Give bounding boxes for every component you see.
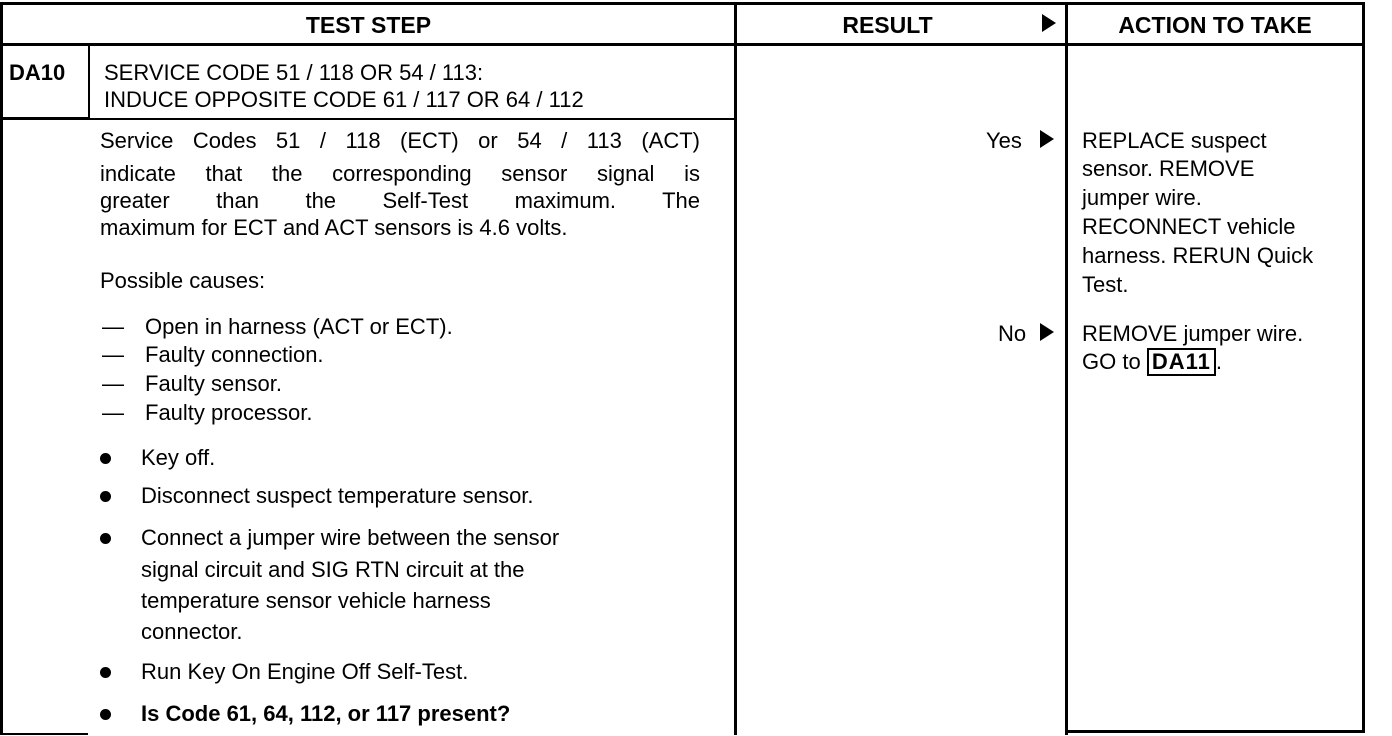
result-no-arrow-icon bbox=[1040, 323, 1054, 341]
action-yes-line1: REPLACE suspect bbox=[1082, 128, 1267, 153]
rule-id-divider bbox=[88, 44, 90, 119]
action-yes-line6: Test. bbox=[1082, 272, 1129, 297]
rule-action-right bbox=[1362, 2, 1365, 733]
procedure-step-3-line2: signal circuit and SIG RTN circuit at the bbox=[141, 557, 525, 582]
action-yes-line4: RECONNECT vehicle bbox=[1082, 214, 1296, 239]
bullet-icon bbox=[100, 491, 111, 502]
cause-item: Open in harness (ACT or ECT). bbox=[145, 314, 453, 339]
bullet-icon bbox=[100, 453, 111, 464]
step-reference-da11[interactable]: DA11 bbox=[1147, 348, 1216, 376]
procedure-step-4: Run Key On Engine Off Self-Test. bbox=[141, 659, 469, 684]
action-no-prefix: GO to bbox=[1082, 349, 1141, 374]
header-arrow-icon bbox=[1042, 14, 1056, 32]
procedure-step-3-line1: Connect a jumper wire between the sensor bbox=[141, 525, 560, 550]
step-id: DA10 bbox=[9, 60, 66, 85]
step-title-line1: SERVICE CODE 51 / 118 OR 54 / 113: bbox=[104, 60, 484, 85]
procedure-question: Is Code 61, 64, 112, or 117 present? bbox=[141, 701, 511, 726]
header-action: ACTION TO TAKE bbox=[1118, 12, 1312, 38]
action-no-line2 bbox=[1082, 348, 1222, 376]
rule-top bbox=[0, 2, 1365, 5]
procedure-step-3-line4: connector. bbox=[141, 619, 243, 644]
rule-bottom-left bbox=[0, 733, 88, 735]
rule-bottom-action bbox=[1066, 730, 1365, 733]
bullet-icon bbox=[100, 709, 111, 720]
header-test-step: TEST STEP bbox=[305, 12, 432, 38]
rule-result-right bbox=[1065, 2, 1068, 735]
dash-icon: — bbox=[102, 400, 124, 425]
dash-icon: — bbox=[102, 314, 124, 339]
procedure-step-3-line3: temperature sensor vehicle harness bbox=[141, 588, 491, 613]
description-line3: greater than the Self-Test maximum. The bbox=[100, 188, 700, 213]
header-result: RESULT bbox=[842, 12, 933, 38]
cause-item: Faulty processor. bbox=[145, 400, 313, 425]
cause-item: Faulty sensor. bbox=[145, 371, 282, 396]
step-title-line2: INDUCE OPPOSITE CODE 61 / 117 OR 64 / 112 bbox=[104, 87, 584, 112]
description-line1: Service Codes 51 / 118 (ECT) or 54 / 113 (ACT) bbox=[100, 128, 700, 153]
action-yes-line3: jumper wire. bbox=[1082, 185, 1202, 210]
description-line2: indicate that the corresponding sensor signal is bbox=[100, 161, 700, 186]
causes-heading: Possible causes: bbox=[100, 268, 266, 293]
bullet-icon bbox=[100, 667, 111, 678]
description-line4: maximum for ECT and ACT sensors is 4.6 volts. bbox=[100, 215, 568, 240]
rule-teststep-right bbox=[734, 2, 737, 735]
action-yes-line2: sensor. REMOVE bbox=[1082, 156, 1255, 181]
result-yes-arrow-icon bbox=[1040, 130, 1054, 148]
rule-id-cell-bottom bbox=[0, 117, 88, 119]
action-yes-line5: harness. RERUN Quick bbox=[1082, 243, 1314, 268]
procedure-step-1: Key off. bbox=[141, 445, 216, 470]
cause-item: Faulty connection. bbox=[145, 342, 324, 367]
dash-icon: — bbox=[102, 371, 124, 396]
rule-left bbox=[0, 2, 3, 735]
rule-step-title-bottom bbox=[0, 118, 735, 120]
dash-icon: — bbox=[102, 342, 124, 367]
action-no-suffix: . bbox=[1215, 349, 1222, 374]
result-no: No bbox=[998, 321, 1027, 346]
action-no-line1: REMOVE jumper wire. bbox=[1082, 321, 1304, 346]
procedure-step-2: Disconnect suspect temperature sensor. bbox=[141, 483, 534, 508]
bullet-icon bbox=[100, 533, 111, 544]
rule-header-bottom bbox=[0, 43, 1365, 46]
result-yes: Yes bbox=[986, 128, 1022, 153]
